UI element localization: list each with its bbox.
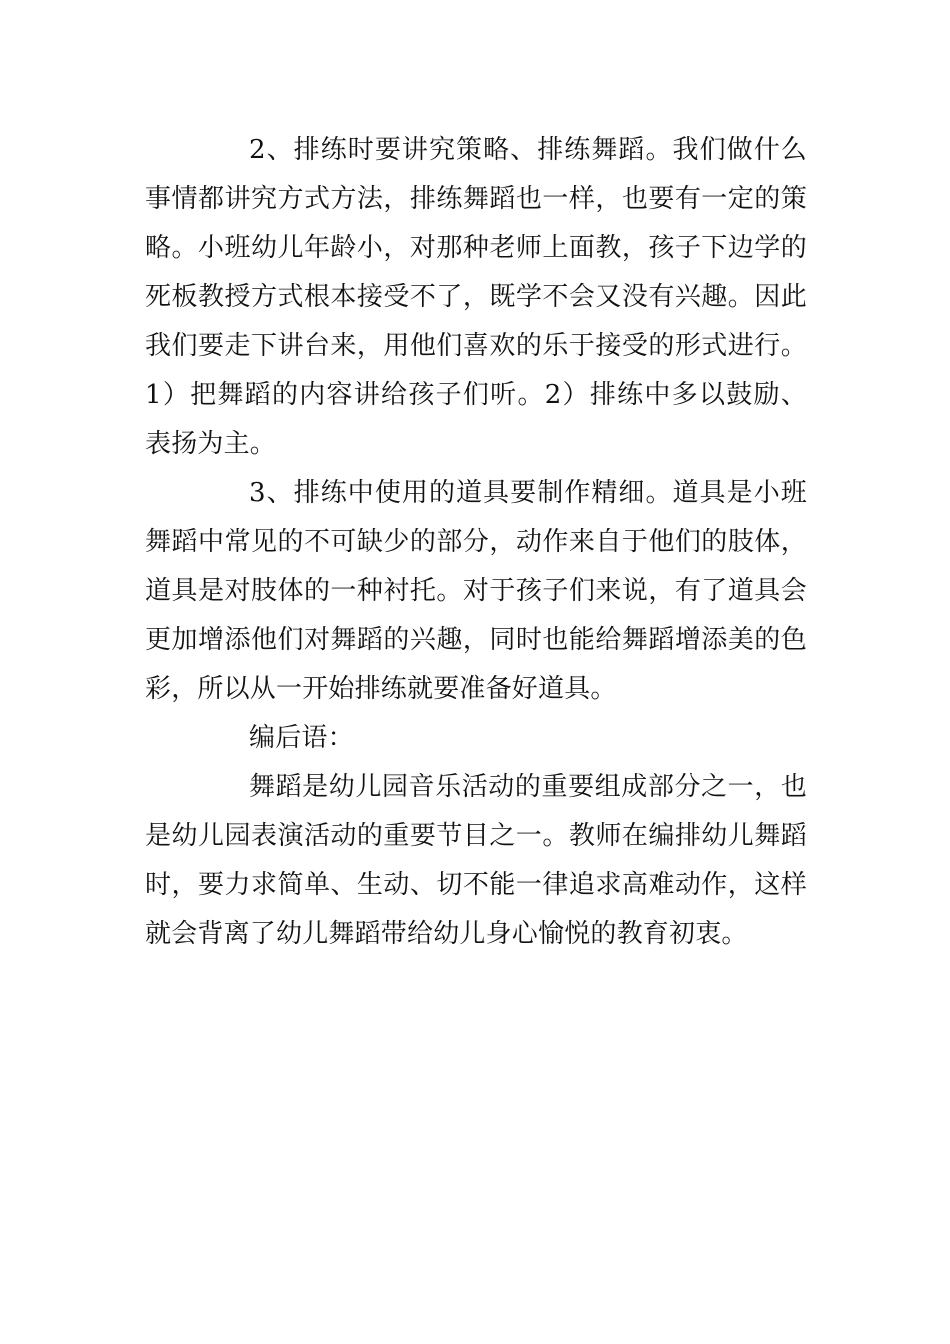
paragraph-props: 3、排练中使用的道具要制作精细。道具是小班舞蹈中常见的不可缺少的部分，动作来自于他们的肢体，道具是对肢体的一种衬托。对于孩子们来说，有了道具会更加增添他们对舞蹈的兴趣，同时也能给舞蹈增添美的色彩，所以从一开始排练就要准备好道具。 bbox=[145, 478, 807, 704]
paragraph-editor-note: 舞蹈是幼儿园音乐活动的重要组成部分之一，也是幼儿园表演活动的重要节目之一。教师在编排幼儿舞蹈时，要力求简单、生动、切不能一律追求高难动作，这样就会背离了幼儿舞蹈带给幼儿身心愉悦的教育初衷。 bbox=[145, 772, 807, 949]
document-page bbox=[145, 126, 807, 959]
paragraph-rehearsal-strategy: 2、排练时要讲究策略、排练舞蹈。我们做什么事情都讲究方式方法，排练舞蹈也一样，也要有一定的策略。小班幼儿年龄小，对那种老师上面教，孩子下边学的死板教授方式根本接受不了，既学不会又没有兴趣。因此我们要走下讲台来，用他们喜欢的乐于接受的形式进行。1）把舞蹈的内容讲给孩子们听。2）排练中多以鼓励、表扬为主。 bbox=[145, 135, 807, 459]
editor-note-heading: 编后语： bbox=[249, 723, 354, 753]
